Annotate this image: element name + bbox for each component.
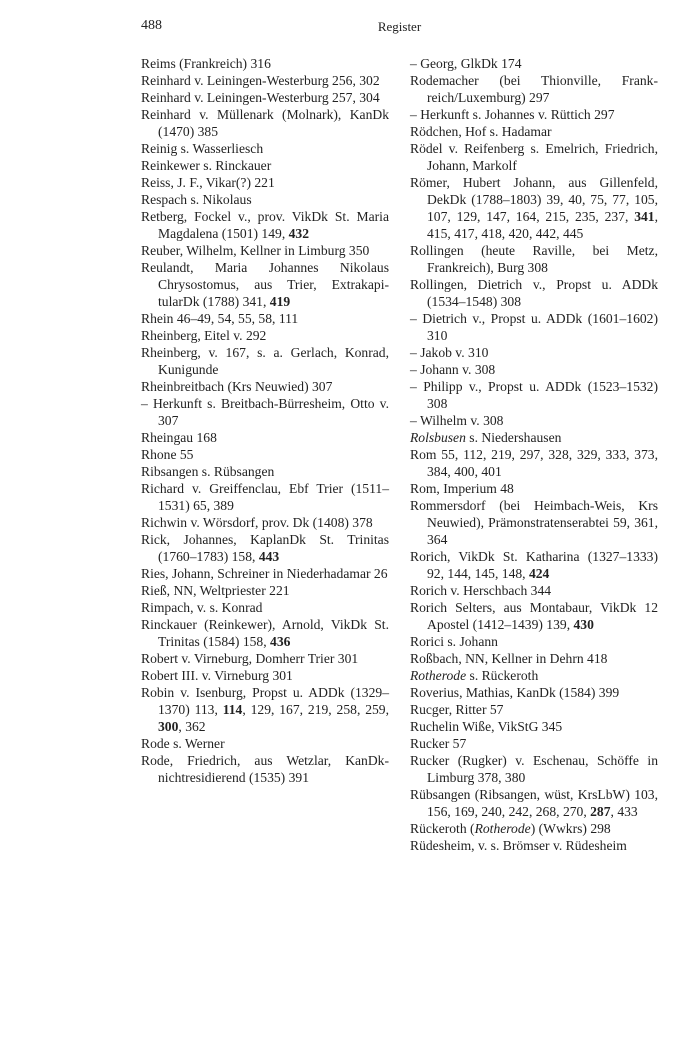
index-entry [141,650,389,667]
index-entry [410,123,658,140]
index-entry [410,735,658,752]
entry-text: Rückeroth ( [410,821,475,836]
index-entry [141,531,389,565]
index-entry [410,174,658,242]
index-entry [410,140,658,174]
entry-text: Reims (Frankreich) 316 [141,56,271,71]
italic-term: Rolsbusen [410,430,466,445]
entry-text: Reinhard v. Müllenark (Molnark), KanDk (1470) 385 [141,107,389,139]
entry-text: Rinckauer (Reinkewer), Arnold, VikDk St. Trinitas (1584) 158, [141,617,389,649]
index-entry [410,378,658,412]
entry-text: Richard v. Greiffenclau, Ebf Trier (1511–1531) 65, 389 [141,481,389,513]
entry-text: Rhone 55 [141,447,194,462]
bold-page-ref: 300 [158,719,179,734]
entry-text: Richwin v. Wörsdorf, prov. Dk (1408) 378 [141,515,373,530]
entry-text: Rucker 57 [410,736,467,751]
index-entry [141,259,389,310]
bold-page-ref: 341 [634,209,655,224]
entry-text: Reinkewer s. Rinckauer [141,158,272,173]
index-entry [141,242,389,259]
index-entry [141,208,389,242]
index-entry [141,89,389,106]
index-entry [141,616,389,650]
entry-text: Rhein 46–49, 54, 55, 58, 111 [141,311,299,326]
entry-text: Rucger, Ritter 57 [410,702,504,717]
entry-text: Rüdesheim, v. s. Brömser v. Rüdesheim [410,838,627,853]
index-entry [410,497,658,548]
entry-text: , 433 [610,804,638,819]
index-entry [410,480,658,497]
entry-text: – Herkunft s. Breitbach-Bürresheim, Otto v. 307 [141,396,389,428]
index-entry [141,582,389,599]
entry-text: – Johann v. 308 [410,362,496,377]
index-entry [141,684,389,735]
entry-text: ) (Wwkrs) 298 [530,821,611,836]
entry-text: Rheinbreitbach (Krs Neuwied) 307 [141,379,333,394]
bold-page-ref: 430 [573,617,594,632]
index-entry [410,276,658,310]
index-entry [410,752,658,786]
index-entry [410,55,658,72]
index-entry [410,72,658,106]
entry-text: Retberg, Fockel v., prov. VikDk St. Maria Magdalena (1501) 149, [141,209,389,241]
bold-page-ref: 436 [270,634,291,649]
index-entry [410,650,658,667]
entry-text: – Herkunft s. Johannes v. Rüttich 297 [410,107,615,122]
index-entry [410,429,658,446]
entry-text: Reinhard v. Leiningen-Westerburg 257, 304 [141,90,380,105]
index-column-left [141,55,389,786]
entry-text: Rom 55, 112, 219, 297, 328, 329, 333, 373, 384, 400, 401 [410,447,658,479]
entry-text: , 129, 167, 219, 258, 259, [242,702,389,717]
entry-text: Rode s. Werner [141,736,225,751]
index-entry [141,480,389,514]
index-entry [410,837,658,854]
entry-text: s. Niedershausen [465,430,562,445]
entry-text: Roverius, Mathias, KanDk (1584) 399 [410,685,620,700]
entry-text: Rodemacher (bei Thionville, Frankreich/Luxemburg) 297 [410,73,658,105]
entry-text: Reinhard v. Leiningen-Westerburg 256, 302 [141,73,380,88]
entry-text: Rucker (Rugker) v. Eschenau, Schöffe in Limburg 378, 380 [410,753,658,785]
entry-text: Rom, Imperium 48 [410,481,514,496]
entry-text: Rorich, VikDk St. Katharina (1327–1333) 92, 144, 145, 148, [410,549,658,581]
index-entry [141,191,389,208]
bold-page-ref: 443 [258,549,280,564]
index-entry [141,140,389,157]
entry-text: Robert v. Virneburg, Domherr Trier 301 [141,651,359,666]
page-header [141,18,658,38]
index-entry [410,701,658,718]
bold-page-ref: 424 [528,566,550,581]
bold-page-ref: 419 [269,294,291,309]
entry-text: Rick, Johannes, KaplanDk St. Trinitas (1760–1783) 158, [141,532,389,564]
entry-text: Rode, Friedrich, aus Wetzlar, KanDk-nichtresidierend (1535) 391 [141,753,389,785]
index-entry [410,667,658,684]
index-entry [141,395,389,429]
index-entry [141,429,389,446]
index-entry [410,582,658,599]
italic-term: Rotherode [474,821,531,836]
index-entry [410,786,658,820]
index-entry [141,72,389,89]
index-entry [141,106,389,140]
entry-text: – Jakob v. 310 [410,345,489,360]
entry-text: Ries, Johann, Schreiner in Niederhadamar 26 [141,566,388,581]
index-entry [410,684,658,701]
entry-text: Rorich v. Herschbach 344 [410,583,552,598]
entry-text: Roßbach, NN, Kellner in Dehrn 418 [410,651,608,666]
entry-text: Rheingau 168 [141,430,217,445]
entry-text: – Georg, GlkDk 174 [410,56,522,71]
index-entry [141,157,389,174]
entry-text: – Dietrich v., Propst u. ADDk (1601–1602) 310 [410,311,658,343]
entry-text: Rheinberg, Eitel v. 292 [141,328,267,343]
entry-text: Robin v. Isenburg, Propst u. ADDk (1329–1370) 113, [141,685,389,717]
entry-text: Reuber, Wilhelm, Kellner in Limburg 350 [141,243,370,258]
index-entry [141,667,389,684]
entry-text: Ribsangen s. Rübsangen [141,464,275,479]
index-entry [141,735,389,752]
index-entry [410,548,658,582]
index-entry [410,633,658,650]
entry-text: – Philipp v., Propst u. ADDk (1523–1532) 308 [410,379,658,411]
italic-term: Rotherode [410,668,467,683]
index-entry [410,412,658,429]
entry-text: Rollingen, Dietrich v., Propst u. ADDk (1534–1548) 308 [410,277,658,309]
index-entry [141,446,389,463]
index-entry [410,310,658,344]
index-entry [410,718,658,735]
entry-text: Rorici s. Johann [410,634,498,649]
index-column-right [410,55,658,854]
entry-text: Rödchen, Hof s. Hadamar [410,124,552,139]
index-entry [141,174,389,191]
entry-text: Rheinberg, v. 167, s. a. Gerlach, Konrad, Kunigunde [141,345,389,377]
entry-text: Reulandt, Maria Johannes Nikolaus Chrysostomus, aus Trier, ExtrakapitularDk (1788) 341, [141,260,389,309]
entry-text: Reiss, J. F., Vikar(?) 221 [141,175,275,190]
entry-text: Rommersdorf (bei Heimbach-Weis, Krs Neuwied), Prämonstratenserabtei 59, 361, 364 [410,498,658,547]
index-entry [141,378,389,395]
bold-page-ref: 287 [590,804,611,819]
index-entry [410,599,658,633]
entry-text: Rödel v. Reifenberg s. Emelrich, Friedrich, Johann, Markolf [410,141,658,173]
entry-text: Rollingen (heute Raville, bei Metz, Frankreich), Burg 308 [410,243,658,275]
entry-text: , 362 [178,719,206,734]
index-entry [141,752,389,786]
index-entry [141,599,389,616]
entry-text: Rieß, NN, Weltpriester 221 [141,583,290,598]
bold-page-ref: 432 [288,226,310,241]
entry-text: Rübsangen (Ribsangen, wüst, KrsLbW) 103, 156, 169, 240, 242, 268, 270, [410,787,658,819]
index-entry [141,327,389,344]
index-entry [141,463,389,480]
index-entry [410,820,658,837]
index-entry [141,55,389,72]
bold-page-ref: 114 [222,702,243,717]
index-entry [141,514,389,531]
entry-text: Römer, Hubert Johann, aus Gillenfeld, DekDk (1788–1803) 39, 40, 75, 77, 105, 107, 129, 147, 164, 215, 235, 237, [410,175,658,224]
entry-text: Ruchelin Wiße, VikStG 345 [410,719,563,734]
entry-text: Rorich Selters, aus Montabaur, VikDk 12 Apostel (1412–1439) 139, [410,600,658,632]
entry-text: Robert III. v. Virneburg 301 [141,668,293,683]
page-number: 488 [141,18,162,33]
index-entry [141,344,389,378]
running-title: Register [377,19,422,34]
entry-text: , 415, 417, 418, 420, 442, 445 [427,209,658,241]
index-entry [410,242,658,276]
entry-text: Rimpach, v. s. Konrad [141,600,263,615]
index-entry [141,310,389,327]
index-entry [141,565,389,582]
entry-text: – Wilhelm v. 308 [410,413,504,428]
index-entry [410,106,658,123]
entry-text: Respach s. Nikolaus [141,192,252,207]
entry-text: s. Rückeroth [466,668,539,683]
index-entry [410,361,658,378]
index-entry [410,344,658,361]
entry-text: Reinig s. Wasserliesch [141,141,264,156]
index-entry [410,446,658,480]
